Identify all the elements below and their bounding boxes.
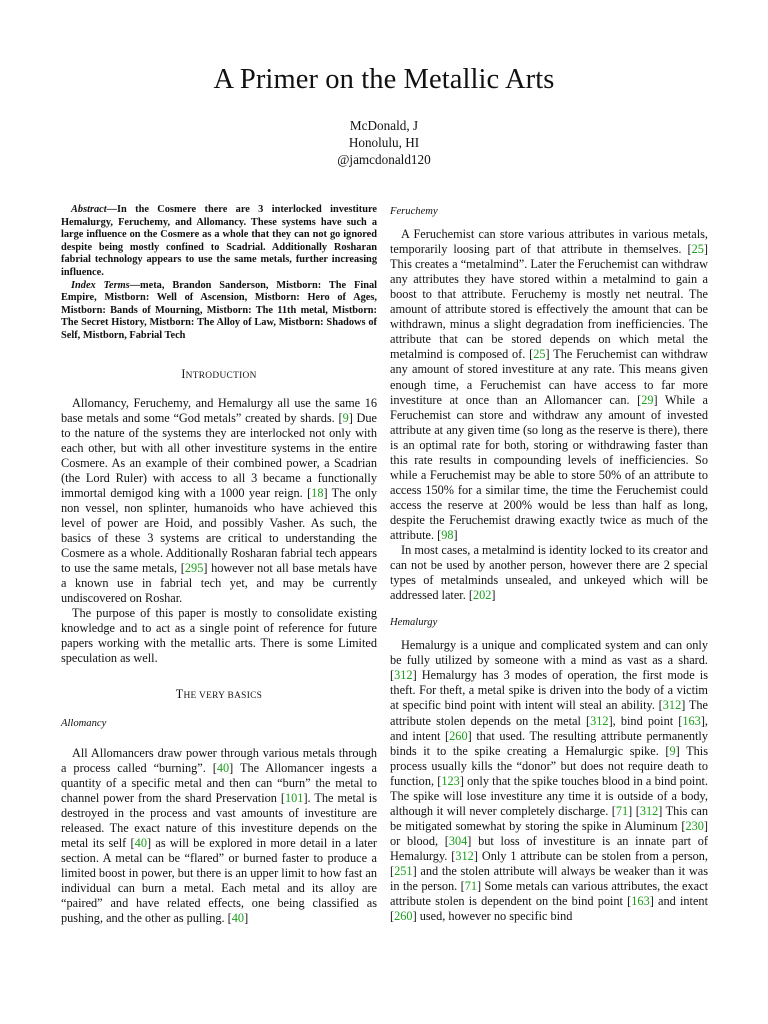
citation-link[interactable]: 260	[394, 909, 413, 924]
paragraph-text: ]. The metal is destroyed in the process and vast amounts of investiture are released. The exact nature of this investiture depends on the metal its self [	[61, 790, 377, 850]
citation-link[interactable]: 312	[455, 848, 474, 863]
feruchemy-paragraph-1	[390, 227, 708, 543]
paragraph-text: Hemalurgy is a unique and complicated system and can only be fully utilized by someone with a mind as vast as a shard. [	[390, 638, 708, 683]
paragraph-text: ], bind point [	[608, 713, 683, 728]
paragraph-text: ] This creates a “metalmind”. Later the Feruchemist can withdraw any attributes they have stored within a metalmind to gain a boost to that attribute. Feruchemy is mostly net neutral. The amount of attribute stored is effectively the amount that can be withdrawn, minus a slight degradation from inefficiencies. The attribute that can be stored depends on which metal the metalmind is composed of. [	[390, 242, 708, 362]
right-column	[390, 204, 708, 924]
paragraph-text: ] Only 1 attribute can be stolen from a person, [	[390, 848, 708, 878]
citation-link[interactable]: 312	[662, 698, 682, 713]
paragraph-text: ]	[244, 911, 249, 926]
citation-link[interactable]: 40	[231, 911, 245, 926]
paragraph-text: A Feruchemist can store various attributes in various metals, temporarily loosing part of that attribute in themselves. [	[390, 227, 708, 257]
citation-link[interactable]: 312	[639, 803, 659, 818]
paragraph-text: ] This can be mitigated somewhat by storing the spike in Aluminum [	[390, 803, 709, 833]
intro-paragraph-2: The purpose of this paper is mostly to consolidate existing knowledge and to act as a single point of reference for future papers working with the metallic arts. There is some Limited speculation as well.	[61, 606, 377, 666]
paragraph-text: ] as will be explored in more detail in a later section. A metal can be “flared” or burned faster to produce a limited boost in power, but there is an upper limit to how fast an individual can burn a metal. Each metal and its alloy are “paired” and have related effects, one being classified as pushing, and the other as pulling. [	[61, 835, 377, 926]
paragraph-text: ] but loss of investiture is an innate part of Hemalurgy. [	[390, 833, 708, 863]
heading-rest: HE VERY BASICS	[183, 691, 263, 702]
paragraph-text: ] that used. The resulting attribute permanently binds it to the spike creating a Hemalurgic spike. [	[390, 728, 708, 758]
citation-link[interactable]: 18	[311, 485, 324, 500]
author-handle: @jamcdonald120	[337, 152, 431, 167]
citation-link[interactable]: 40	[216, 760, 230, 775]
citation-link[interactable]: 312	[394, 668, 413, 683]
paragraph-text: ] [	[628, 803, 640, 818]
citation-link[interactable]: 98	[441, 527, 454, 542]
author-location: Honolulu, HI	[348, 135, 420, 150]
abstract-text: —In the Cosmere there are 3 interlocked investiture Hemalurgy, Feruchemy, and Allomancy. These systems have such a large influence on the Cosmere as a whole that they can not go ignored despite being mostly confined to Scadrial. Additionally Rosharan fabrial technology appears to use the same metals, further increasing influence.	[61, 204, 377, 278]
intro-paragraph-1	[61, 396, 377, 607]
paragraph-text: ] used, however no specific bind	[412, 909, 573, 924]
citation-link[interactable]: 9	[342, 410, 349, 425]
citation-link[interactable]: 71	[615, 803, 629, 818]
paper-title: A Primer on the Metallic Arts	[213, 64, 555, 95]
citation-link[interactable]: 123	[441, 773, 460, 788]
citation-link[interactable]: 25	[691, 242, 704, 257]
paragraph-text: ] The Feruchemist can withdraw any amount of stored investiture at any rate. This means given enough time, a Feruchemist can have access to far more investiture at once than an Allomancer can. [	[390, 347, 708, 407]
citation-link[interactable]: 101	[285, 790, 304, 805]
abstract-label: Abstract	[71, 204, 107, 215]
citation-link[interactable]: 312	[590, 713, 609, 728]
paragraph-text: Allomancy, Feruchemy, and Hemalurgy all use the same 16 base metals and some “God metals” created by shards. [	[61, 395, 377, 425]
paragraph-text: ] only that the spike touches blood in a bind point. The spike will lose investiture any time it is outside of a body, although it will never completely discharge. [	[390, 773, 708, 818]
index-terms	[61, 280, 377, 343]
index-terms-label: Index Terms	[71, 279, 130, 291]
paragraph-text: ] Due to the nature of the systems they are interlocked not only with each other, but with all other investiture systems in the entire Cosmere. As an example of their combined power, a Scadrian (the Lord Ruler) with access to all 3 became a functionally immortal demigod king with a 1000 year reign. [	[61, 410, 378, 500]
paragraph-text: ] Hemalurgy has 3 modes of operation, the first mode is theft. For theft, a metal spike is driven into the body of a victim at specific bind point with intent will steal an ability. [	[390, 668, 708, 713]
paragraph-text: ] The only non vessel, non splinter, humanoids who have achieved this level of power are Hoid, and possibly Vasher. As such, the basics of these 3 systems are critical to understanding the Cosmere as a whole. Additionally Rosharan fabrial tech appears to use the same metals, [	[61, 485, 377, 576]
author-block	[0, 117, 768, 168]
section-heading-introduction	[61, 367, 377, 384]
citation-link[interactable]: 163	[682, 713, 701, 728]
citation-link[interactable]: 29	[641, 392, 654, 407]
paragraph-text: All Allomancers draw power through various metals through a process called “burning”. [	[61, 745, 377, 775]
author-name: McDonald, J	[349, 118, 419, 133]
citation-link[interactable]: 9	[669, 743, 676, 758]
citation-link[interactable]: 251	[394, 863, 413, 878]
paragraph-text: ] however not all base metals have a known use in fabrial tech yet, and may be currently undiscovered on Roshar.	[61, 561, 377, 606]
heading-initial: T	[175, 687, 184, 702]
citation-link[interactable]: 260	[449, 728, 468, 743]
paragraph-text: ]	[491, 588, 496, 603]
paragraph-text: ] While a Feruchemist can store and withdraw any amount of invested attribute at any given time (so long as the reserve is there), there is an optimal rate for both, storing or withdrawing faster than this rate results in compounding levels of inefficiencies. So while a Feruchemist may be able to store 50% of an attribute to access 150% for a similar time, the time the Feruchemist could access the reserve at 200% would be less than half as long, despite the Feruchemist drawing exactly twice as much of the attribute. [	[390, 392, 708, 542]
paragraph-text: ] Some metals can various attributes, the exact attribute stolen is dependent on the bind point [	[390, 879, 708, 909]
paragraph-text: ] The attribute stolen depends on the metal [	[390, 698, 708, 728]
index-terms-text: —meta, Brandon Sanderson, Mistborn: The Final Empire, Mistborn: Well of Ascension, Mistborn: Hero of Ages, Mistborn: Bands of Mourning, Mistborn: The 11th metal, Mistborn: The Secret History, Mistborn: The Alloy of Law, Mistborn: Shadows of Self, Mistborn, Fabrial Tech	[61, 279, 377, 341]
heading-rest: NTRODUCTION	[185, 370, 257, 381]
subsection-feruchemy: Feruchemy	[390, 206, 438, 217]
citation-link[interactable]: 25	[533, 347, 546, 362]
paragraph-text: ] or blood, [	[390, 818, 708, 848]
citation-link[interactable]: 163	[631, 894, 650, 909]
paragraph-text: ] and the stolen attribute will always be weaker than it was in the person. [	[390, 863, 708, 894]
citation-link[interactable]: 71	[464, 879, 478, 894]
paragraph-text: ]	[453, 527, 458, 542]
subsection-hemalurgy: Hemalurgy	[390, 617, 438, 629]
citation-link[interactable]: 202	[472, 588, 492, 603]
left-column	[61, 204, 377, 926]
paragraph-text: ] and intent [	[390, 894, 708, 924]
feruchemy-paragraph-2	[390, 543, 708, 603]
section-heading-basics	[61, 687, 377, 704]
paragraph-text: ] The Allomancer ingests a quantity of a specific metal and then can “burn” the metal to channel power from the shard Preservation [	[61, 760, 377, 805]
citation-link[interactable]: 295	[184, 561, 204, 576]
heading-initial: I	[181, 366, 186, 381]
hemalurgy-paragraph	[390, 638, 708, 924]
citation-link[interactable]: 304	[448, 833, 468, 848]
paragraph-text: In most cases, a metalmind is identity locked to its creator and can not be used by another person, however there are 2 special types of metalminds unsealed, and unkeyed which will be addressed later. [	[390, 543, 708, 603]
abstract	[61, 204, 377, 280]
paragraph-text: ], and intent [	[390, 713, 708, 743]
paragraph-text: ] This process usually kills the “donor” but does not require death to function, [	[390, 743, 708, 788]
subsection-allomancy: Allomancy	[61, 718, 107, 730]
citation-link[interactable]: 40	[134, 835, 147, 850]
citation-link[interactable]: 230	[685, 818, 704, 833]
allomancy-paragraph	[61, 746, 377, 927]
